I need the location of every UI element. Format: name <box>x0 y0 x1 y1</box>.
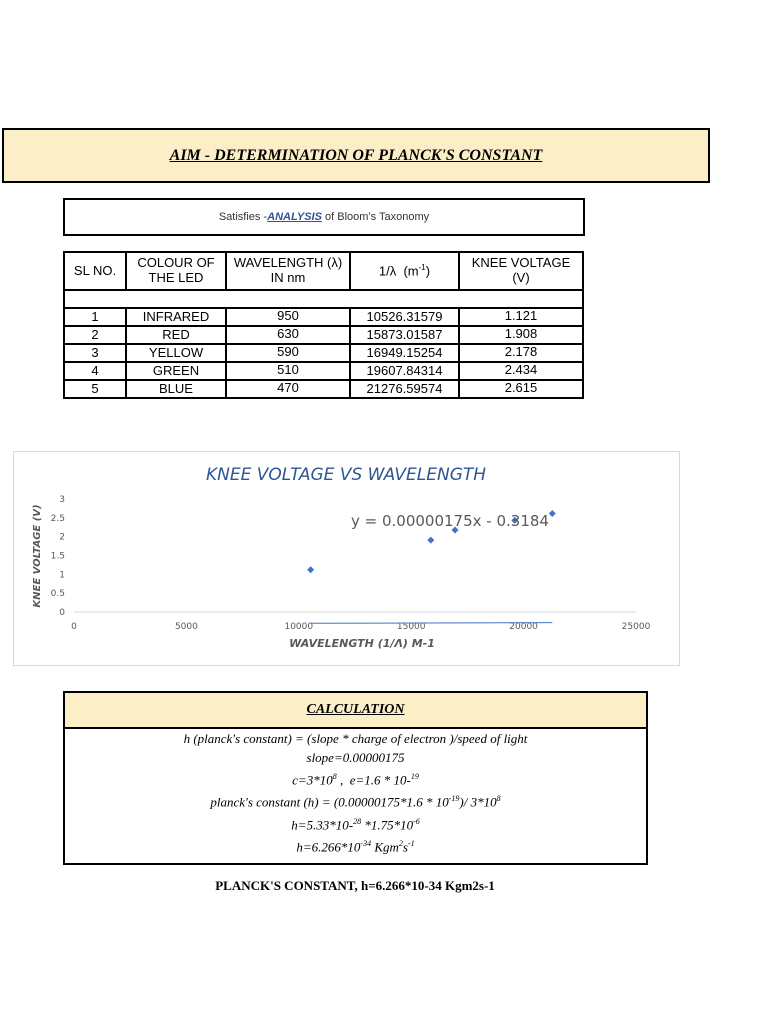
cell-sl: 1 <box>64 308 126 326</box>
calc-line-result: $h=6.266*10^{-34}$ $Kgm^2s^{-1}$ <box>296 838 415 855</box>
cell-knee: 2.178 <box>459 344 583 362</box>
y-tick-label: 3 <box>59 495 65 505</box>
x-tick-label: 20000 <box>509 622 538 632</box>
cell-sl: 5 <box>64 380 126 398</box>
calculation-body <box>65 729 646 856</box>
cell-knee: 2.615 <box>459 380 583 398</box>
calc-line-product: h=5.33*10-$^{28}$ $*1.75*10^{-6}$ <box>291 816 420 832</box>
x-axis-label: WAVELENGTH (1/Λ) M-1 <box>289 637 435 650</box>
cell-knee: 1.121 <box>459 308 583 326</box>
calc-line-substitution: planck's constant $(h) = (0.00000175*1.6 * 10^{-19})/$ $3*10^8$ <box>210 794 501 810</box>
y-tick-label: 1.5 <box>50 551 65 562</box>
cell-knee: 1.908 <box>459 326 583 344</box>
final-result: PLANCK'S CONSTANT, h=6.266*10-34 Kgm2s-1 <box>215 878 495 893</box>
cell-wavelength: 950 <box>226 308 350 326</box>
taxonomy-prefix: Satisfies - <box>218 211 268 223</box>
calc-line-formula: h (planck's constant) = (slope * charge of electron )/speed of light <box>183 731 528 746</box>
table-row <box>64 380 583 398</box>
cell-sl: 4 <box>64 362 126 380</box>
table-row <box>64 326 583 344</box>
cell-wavelength: 630 <box>226 326 350 344</box>
table-row <box>64 362 583 380</box>
calc-line-slope: slope=0.00000175 <box>306 750 405 765</box>
cell-sl: 2 <box>64 326 126 344</box>
spacer-cell <box>64 290 583 308</box>
calc-line-constants: $c=3*10^8$ , e=1.6 * 10-$^{19}$ <box>292 772 419 788</box>
calculation-header <box>65 693 646 729</box>
cell-wavelength: 590 <box>226 344 350 362</box>
table-row <box>64 344 583 362</box>
y-tick-label: 2.5 <box>50 513 65 524</box>
header-colour: COLOUR OF THE LED <box>126 252 226 290</box>
y-axis-label: KNEE VOLTAGE (V) <box>32 504 43 608</box>
y-tick-label: 0 <box>59 608 65 618</box>
led-data-table <box>63 251 584 399</box>
cell-inverse: 15873.01587 <box>350 326 459 344</box>
y-axis-ticks <box>51 495 66 618</box>
aim-title: AIM - DETERMINATION OF PLANCK'S CONSTANT <box>169 146 543 164</box>
taxonomy-box <box>63 198 585 236</box>
cell-inverse: 10526.31579 <box>350 308 459 326</box>
chart-container <box>13 451 680 666</box>
x-tick-label: 25000 <box>621 622 651 632</box>
trendline <box>311 623 553 624</box>
y-tick-label: 0.5 <box>50 589 65 600</box>
cell-wavelength: 470 <box>226 380 350 398</box>
data-point <box>307 566 314 573</box>
cell-sl: 3 <box>64 344 126 362</box>
aim-header <box>2 128 710 183</box>
cell-colour: INFRARED <box>126 308 226 326</box>
table-row <box>64 308 583 326</box>
x-tick-label: 5000 <box>174 622 198 632</box>
x-tick-label: 10000 <box>284 622 314 632</box>
cell-colour: RED <box>126 326 226 344</box>
y-tick-label: 2 <box>59 532 65 543</box>
taxonomy-suffix: of Bloom’s Taxonomy <box>321 211 430 223</box>
cell-colour: GREEN <box>126 362 226 380</box>
calculation-box <box>63 691 648 865</box>
trendline-equation: y = 0.00000175x - 0.3184 <box>351 512 549 530</box>
cell-wavelength: 510 <box>226 362 350 380</box>
cell-knee: 2.434 <box>459 362 583 380</box>
y-tick-label: 1 <box>59 570 65 581</box>
chart-title: KNEE VOLTAGE VS WAVELENGTH <box>205 465 487 485</box>
header-sl: SL NO. <box>64 252 126 290</box>
cell-inverse: 21276.59574 <box>350 380 459 398</box>
header-knee: KNEE VOLTAGE (V) <box>459 252 583 290</box>
calculation-heading: CALCULATION <box>306 702 405 717</box>
scatter-chart <box>14 452 679 665</box>
cell-inverse: 19607.84314 <box>350 362 459 380</box>
taxonomy-keyword: ANALYSIS <box>267 211 322 223</box>
data-point <box>427 537 434 544</box>
x-tick-label: 0 <box>71 622 77 632</box>
table-spacer-row <box>64 290 583 308</box>
cell-colour: YELLOW <box>126 344 226 362</box>
header-inverse: 1/λ $(m^{-1})$ <box>350 252 459 290</box>
cell-inverse: 16949.15254 <box>350 344 459 362</box>
data-point <box>549 510 556 517</box>
table-header-row <box>64 252 583 290</box>
header-wavelength: WAVELENGTH (λ) IN nm <box>226 252 350 290</box>
x-tick-label: 15000 <box>396 622 426 632</box>
cell-colour: BLUE <box>126 380 226 398</box>
